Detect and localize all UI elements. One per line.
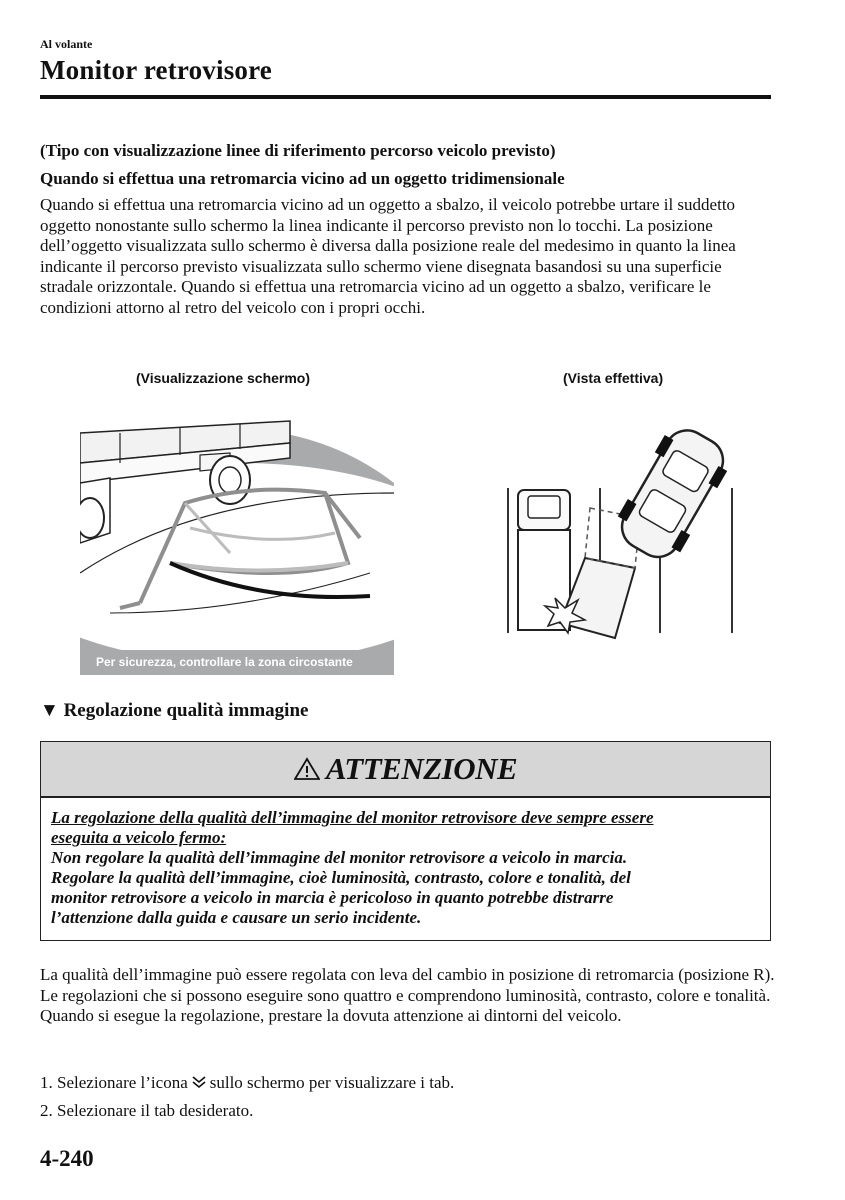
subheading-3d-object: Quando si effettua una retromarcia vicino ad un oggetto tridimensionale bbox=[40, 169, 565, 188]
body-paragraph: La qualità dell’immagine può essere regolata con leva del cambio in posizione di retromarcia (posizione R). Le regolazioni che si possono eseguire sono quattro e comprendono luminosità, contrasto, colore e tonalità. Quando si esegue la regolazione, prestare la dovuta attenzione ai dintorni del veicolo. bbox=[40, 965, 775, 1026]
page-title: Monitor retrovisore bbox=[40, 55, 272, 85]
screen-view-illustration bbox=[80, 413, 394, 675]
warning-body bbox=[51, 808, 766, 928]
warning-title: ATTENZIONE bbox=[325, 751, 518, 786]
step-1 bbox=[40, 1073, 454, 1093]
warning-header bbox=[40, 741, 771, 798]
warning-line: monitor retrovisore a veicolo in marcia è pericoloso in quanto potrebbe distrarre bbox=[51, 888, 614, 907]
screen-safety-warning: Per sicurezza, controllare la zona circostante bbox=[80, 650, 394, 674]
section-heading-image-quality bbox=[40, 700, 308, 722]
step-1-text-after: sullo schermo per visualizzare i tab. bbox=[209, 1073, 455, 1092]
warning-line: eseguita a veicolo fermo: bbox=[51, 828, 227, 847]
title-rule bbox=[40, 95, 771, 99]
warning-line: Regolare la qualità dell’immagine, cioè luminosità, contrasto, colore e tonalità, del bbox=[51, 868, 631, 887]
intro-paragraph: Quando si effettua una retromarcia vicino ad un oggetto a sbalzo, il veicolo potrebbe urtare il suddetto oggetto nonostante sullo schermo la linea indicante il percorso previsto non lo tocchi. La posizione dell’oggetto visualizzata sullo schermo è diversa dalla posizione reale del medesimo in quanto la linea indicante il percorso previsto visualizzata sullo schermo viene disegnata basandosi su una superficie stradale orizzontale. Quando si effettua una retromarcia vicino ad un oggetto a sbalzo, verificare le condizioni attorno al retro del veicolo con i propri occhi. bbox=[40, 195, 736, 317]
triangle-down-icon: ▼ bbox=[40, 700, 59, 721]
warning-line: Non regolare la qualità dell’immagine del monitor retrovisore a veicolo in marcia. bbox=[51, 848, 628, 867]
warning-line: l’attenzione dalla guida e causare un serio incidente. bbox=[51, 908, 422, 927]
double-chevron-down-icon bbox=[191, 1074, 207, 1090]
step-1-text-before: 1. Selezionare l’icona bbox=[40, 1073, 188, 1092]
section-heading-text: Regolazione qualità immagine bbox=[63, 700, 309, 721]
subheading-type: (Tipo con visualizzazione linee di riferimento percorso veicolo previsto) bbox=[40, 141, 556, 160]
caption-actual-view: (Vista effettiva) bbox=[563, 370, 664, 386]
warning-line: La regolazione della qualità dell’immagine del monitor retrovisore deve sempre essere bbox=[51, 808, 654, 827]
page-number: 4-240 bbox=[40, 1146, 94, 1171]
warning-triangle-icon bbox=[294, 757, 320, 781]
caption-screen-view: (Visualizzazione schermo) bbox=[136, 370, 311, 386]
actual-view-illustration bbox=[500, 408, 750, 640]
section-label: Al volante bbox=[40, 37, 93, 51]
step-2: 2. Selezionare il tab desiderato. bbox=[40, 1101, 254, 1120]
